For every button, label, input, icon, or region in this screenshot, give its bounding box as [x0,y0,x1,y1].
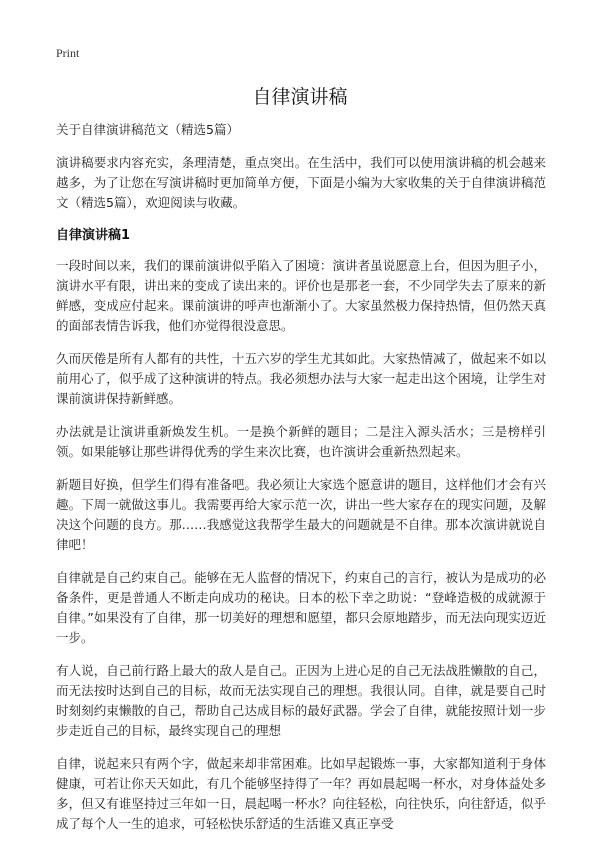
body-paragraph: 新题目好换，但学生们得有准备吧。我必须让大家选个愿意讲的题目，这样他们才会有兴趣。下周一就做这事儿。我需要再给大家示范一次，讲出一些大家存在的现实问题，及解决这个问题的良方。那……我感觉这我帮学生最大的问题就是不自律。那本次演讲就说自律吧！ [56,477,546,552]
body-paragraph: 自律就是自己约束自己。能够在无人监督的情况下，约束自己的言行，被认为是成功的必备条件，更是普通人不断走向成功的秘诀。日本的松下幸之助说：“登峰造极的成就源于自律。”如果没有了自律，那一切美好的理想和愿望，都只会原地踏步，而无法向现实迈近一步。 [56,570,546,645]
body-paragraph: 一段时间以来，我们的课前演讲似乎陷入了困境：演讲者虽说愿意上台，但因为胆子小，演讲水平有限，讲出来的变成了读出来的。评价也是那老一套，不少同学失去了原来的新鲜感，变成应付起来。课前演讲的呼声也渐渐小了。大家虽然极力保持热情，但仍然天真的面部表情告诉我，他们亦觉得很没意思。 [56,258,546,333]
section-heading: 自律演讲稿1 [56,228,131,243]
intro-paragraph: 演讲稿要求内容充实，条理清楚，重点突出。在生活中，我们可以使用演讲稿的机会越来越多，为了让您在写演讲稿时更加简单方便，下面是小编为大家收集的关于自律演讲稿范文（精选5篇），欢迎阅读与收藏。 [56,155,546,210]
print-link[interactable]: Print [56,46,80,60]
body-paragraph: 有人说，自己前行路上最大的敌人是自己。正因为上进心足的自己无法战胜懒散的自己，而无法按时达到自己的目标，故而无法实现自己的理想。我很认同。自律，就是要自己时时刻刻约束懒散的自己，帮助自己达成目标的最好武器。学会了自律，就能按照计划一步步走近自己的目标，最终实现自己的理想 [56,663,546,738]
body-paragraph: 办法就是让演讲重新焕发生机。一是换个新鲜的题目；二是注入源头活水；三是榜样引领。如果能够让那些讲得优秀的学生来次比赛，也许演讲会重新热烈起来。 [56,424,546,459]
document-body [56,120,546,847]
document-subtitle: 关于自律演讲稿范文（精选5篇） [56,122,239,137]
body-paragraph: 自律，说起来只有两个字，做起来却非常困难。比如早起锻炼一事，大家都知道利于身体健康，可若让你天天如此，有几个能够坚持得了一年？再如晨起喝一杯水，对身体益处多多，但又有谁坚持过三年如一日，晨起喝一杯水？向往轻松，向往快乐，向往舒适，似乎成了每个人一生的追求，可轻松快乐舒适的生活谁又真正享受 [56,756,546,831]
body-paragraph: 久而厌倦是所有人都有的共性，十五六岁的学生尤其如此。大家热情减了，做起来不如以前用心了，似乎成了这种演讲的特点。我必须想办法与大家一起走出这个困境，让学生对课前演讲保持新鲜感。 [56,351,546,406]
document-title: 自律演讲稿 [252,86,348,108]
